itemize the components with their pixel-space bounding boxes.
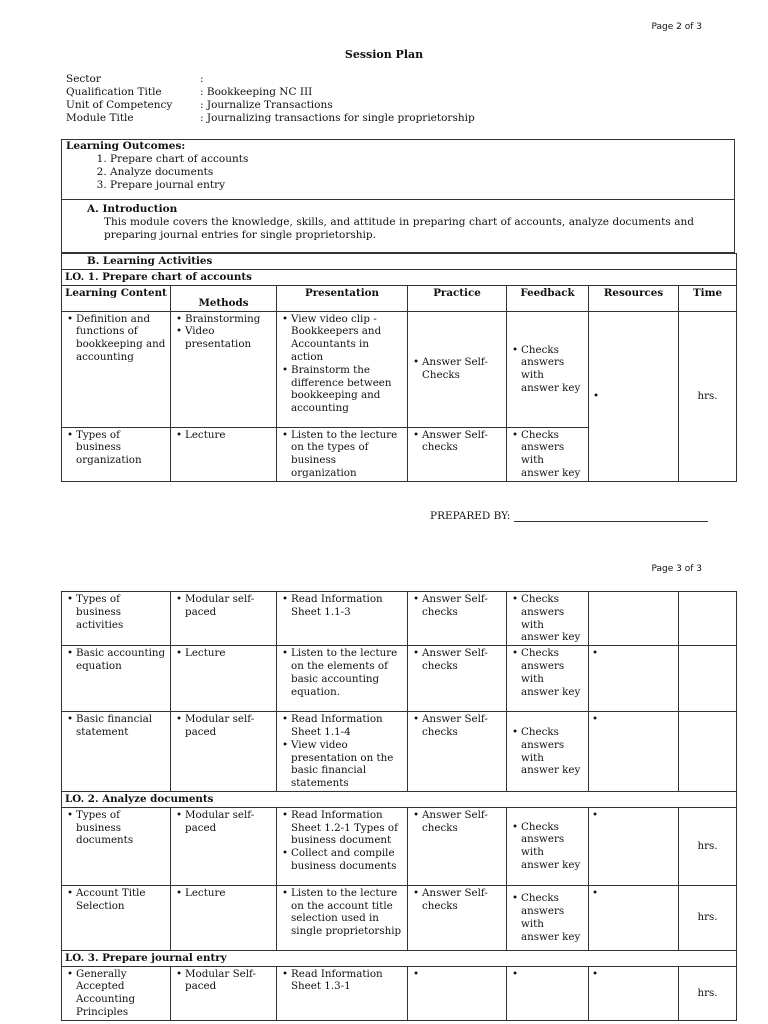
table-row: • Types of business documents • Modular self-paced • Read Information Sheet 1.2-1 Types of business document • Collect and compile business documents • Answer Self-checks • Checks answers with answer key • hrs. [62, 807, 737, 885]
learning-outcomes-heading: Learning Outcomes: [66, 140, 186, 152]
meta-module: Module Title : Journalizing transactions for single proprietorship [66, 112, 475, 124]
col-time: Time [679, 285, 737, 311]
intro-heading: A. Introduction [87, 203, 178, 215]
table-row: • Types of business organization • Lecture • Listen to the lecture on the types of business organization • Answer Self-checks • Checks answers with answer key [62, 427, 737, 481]
outcome-item: 2. Analyze documents [110, 166, 730, 179]
table-row: • Basic financial statement • Modular self-paced • Read Information Sheet 1.1-4 • View video presentation on the basic financial statements • Answer Self-checks • Checks answers with answer key • [62, 712, 737, 792]
lo1-heading: LO. 1. Prepare chart of accounts [62, 269, 737, 285]
prepared-by: PREPARED BY: [430, 510, 708, 522]
table-row: • Basic accounting equation • Lecture • Listen to the lecture on the elements of basic accounting equation. • Answer Self-checks • Checks answers with answer key • [62, 646, 737, 712]
table-row: • Types of business activities • Modular self-paced • Read Information Sheet 1.1-3 • Answer Self-checks • Checks answers with answer key [62, 592, 737, 646]
col-presentation: Presentation [277, 285, 408, 311]
col-feedback: Feedback [507, 285, 589, 311]
meta-unit: Unit of Competency : Journalize Transactions [66, 99, 333, 111]
col-methods: Methods [171, 285, 277, 311]
learning-outcomes-box [61, 139, 735, 253]
page-number: Page 3 of 3 [651, 564, 702, 574]
learning-outcomes-list [66, 153, 730, 192]
col-practice: Practice [408, 285, 507, 311]
col-learning-content: Learning Content [62, 285, 171, 311]
lo1-activities-table [61, 253, 737, 482]
learning-activities-heading: B. Learning Activities [62, 254, 737, 270]
table-row: • Generally Accepted Accounting Principles • Modular Self-paced • Read Information Sheet 1.3-1 • hrs. [62, 966, 737, 1020]
lo2-heading: LO. 2. Analyze documents [62, 791, 737, 807]
signature-line [514, 510, 708, 522]
table-row: • Definition and functions of bookkeeping and accounting • Brainstorming • Video presentation • View video clip - Bookkeepers and Accountants in action • Brainstorm the difference between bookkeeping and accounting • Answer Self-Checks • Checks answers with answer key • hrs. [62, 311, 737, 427]
outcome-item: 3. Prepare journal entry [110, 179, 730, 192]
resources-cell: • [589, 311, 679, 481]
time-cell: hrs. [679, 311, 737, 481]
table-row: • Account Title Selection • Lecture • Listen to the lecture on the account title selection used in single proprietorship • Answer Self-checks • Checks answers with answer key • hrs. [62, 885, 737, 950]
continued-activities-table [61, 591, 737, 1021]
lo3-heading: LO. 3. Prepare journal entry [62, 950, 737, 966]
meta-qualification: Qualification Title : Bookkeeping NC III [66, 86, 313, 98]
page-number: Page 2 of 3 [651, 22, 702, 32]
meta-sector: Sector : [66, 73, 204, 85]
outcome-item: 1. Prepare chart of accounts [110, 153, 730, 166]
document-title: Session Plan [344, 48, 424, 61]
intro-text: This module covers the knowledge, skills, and attitude in preparing chart of accounts, analyze documents and preparing journal entries for single proprietorship. [104, 216, 694, 241]
session-meta [66, 73, 475, 125]
col-resources: Resources [589, 285, 679, 311]
